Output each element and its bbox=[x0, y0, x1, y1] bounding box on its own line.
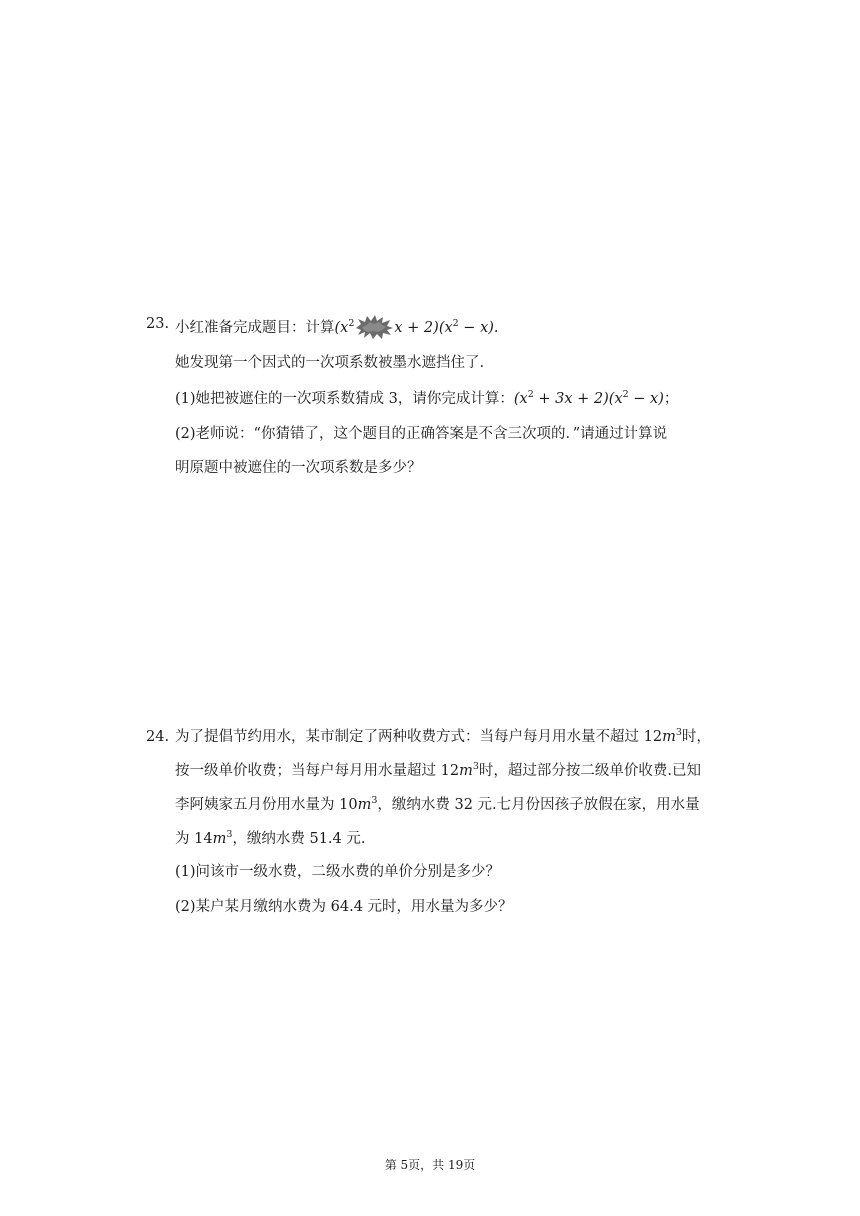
question-24-line1: 为了提倡节约用水，某市制定了两种收费方式：当每户每月用水量不超过 $12m^3$时， bbox=[175, 727, 711, 745]
ink-blot-icon bbox=[354, 314, 394, 340]
question-24-part1: (1)问该市一级水费，二级水费的单价分别是多少？ bbox=[175, 864, 501, 880]
question-23-line2: 她发现第一个因式的一次项系数被墨水遮挡住了. bbox=[175, 355, 485, 371]
question-24-line2: 按一级单价收费；当每户每月用水量超过 $12m^3$时，超过部分按二级单价收费.已知 bbox=[175, 761, 701, 779]
question-23-number: 23. bbox=[146, 316, 170, 332]
question-24-line3: 李阿姨家五月份用水量为 $10m^3$，缴纳水费 32 元.七月份因孩子放假在家，用水量 bbox=[175, 795, 700, 813]
question-23-part2-line2: 明原题中被遮住的一次项系数是多少？ bbox=[175, 460, 422, 476]
unit-cubic-meter: $m^3$ bbox=[459, 761, 479, 779]
part1-suffix: ； bbox=[663, 391, 679, 407]
question-23-stem bbox=[175, 314, 499, 340]
unit-cubic-meter: $m^3$ bbox=[357, 795, 378, 813]
part1-prefix: (1)她把被遮住的一次项系数猜成 3，请你完成计算： bbox=[175, 391, 514, 407]
unit-cubic-meter: $m^3$ bbox=[662, 727, 682, 745]
question-23-part2-line1: (2)老师说：“你猜错了，这个题目的正确答案是不含三次项的．”请通过计算说 bbox=[175, 426, 668, 442]
question-23-part1 bbox=[175, 389, 678, 409]
question-24-part2: (2)某户某月缴纳水费为 64.4 元时，用水量为多少？ bbox=[175, 899, 513, 915]
question-24-number: 24. bbox=[146, 729, 170, 745]
unit-cubic-meter: $m^3$ bbox=[212, 829, 233, 847]
part1-expression: $(x^2 + 3x + 2)(x^2 - x)$ bbox=[513, 389, 664, 407]
page-footer: 第 5页，共 19页 bbox=[384, 1158, 476, 1172]
stem-suffix: . bbox=[493, 320, 499, 336]
stem-prefix: 小红准备完成题目：计算 bbox=[175, 320, 335, 336]
stem-expression: ($x^2$ $x + 2)(x^2 - x)$ bbox=[335, 320, 494, 336]
question-24-line4: 为 $14m^3$，缴纳水费 51.4 元. bbox=[175, 829, 366, 847]
